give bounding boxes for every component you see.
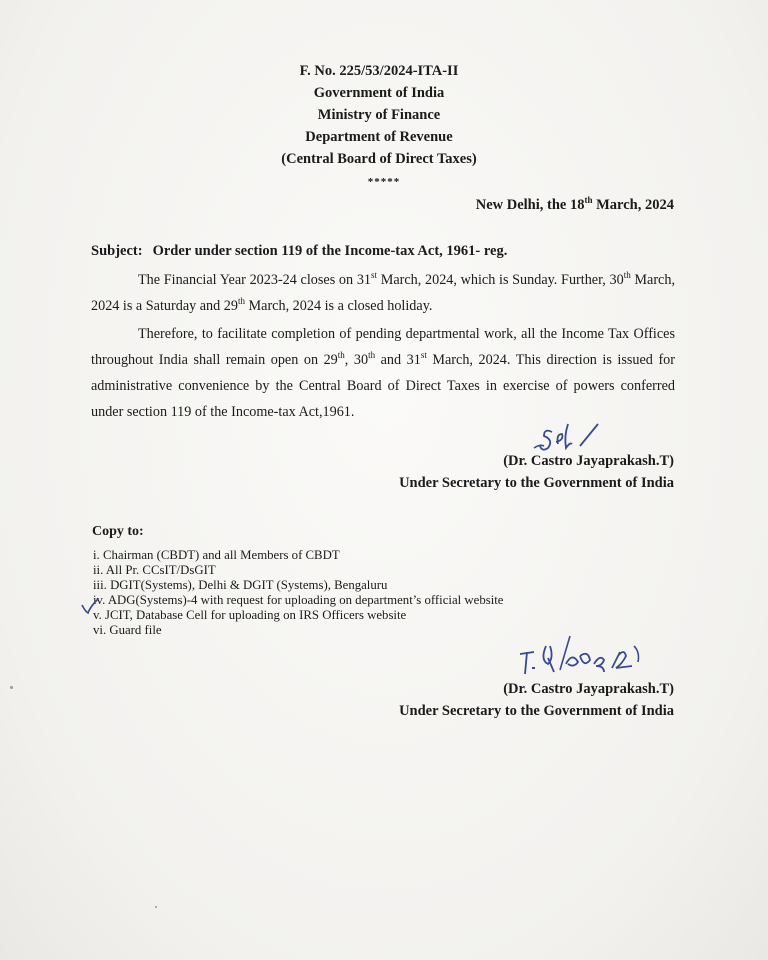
p2-text-c: and 31 <box>375 352 421 368</box>
p1-text-c: March, 2024 is a Saturday and 29 <box>91 272 675 314</box>
p2-sup-c: st <box>420 350 427 360</box>
p1-text-b: March, 2024, which is Sunday. Further, 30 <box>377 272 624 288</box>
paragraph-2 <box>91 321 675 425</box>
government-line: Government of India <box>313 85 445 101</box>
signatory-designation: Under Secretary to the Government of India <box>399 703 674 719</box>
signatory-name: (Dr. Castro Jayaprakash.T) <box>503 681 674 697</box>
copy-item: iii. DGIT(Systems), Delhi & DGIT (Systems), Bengaluru <box>93 578 388 592</box>
p1-sup-c: th <box>237 296 245 306</box>
signature-block-1 <box>399 450 674 494</box>
copy-to-list <box>93 548 504 638</box>
paper-speck <box>155 906 157 908</box>
p2-sup-b: th <box>368 350 376 360</box>
p2-text-d: March, 2024. This direction is issued for administrative convenience by the Central Board of Direct Taxes in exercise of powers conferred under section 119 of the Income-tax Act,1961. <box>91 352 675 420</box>
copy-item: vi. Guard file <box>93 623 162 637</box>
p1-text-a: The Financial Year 2023-24 closes on 31 <box>138 272 372 288</box>
copy-item: v. JCIT, Database Cell for uploading on IRS Officers website <box>93 608 407 622</box>
copy-item: ii. All Pr. CCsIT/DsGIT <box>93 563 216 577</box>
letter-date <box>476 197 674 214</box>
subject-line <box>91 243 507 260</box>
ministry-line: Ministry of Finance <box>317 107 441 123</box>
copy-item: iv. ADG(Systems)-4 with request for uploading on department’s official website <box>93 593 504 607</box>
copy-item: i. Chairman (CBDT) and all Members of CBDT <box>93 548 340 562</box>
signatory-designation: Under Secretary to the Government of India <box>399 475 674 491</box>
department-line: Department of Revenue <box>305 129 453 145</box>
paragraph-1 <box>91 267 675 319</box>
p1-sup-a: st <box>371 270 378 280</box>
date-sup: th <box>584 195 593 205</box>
handwritten-tick-mark <box>80 597 102 617</box>
subject-text: Order under section 119 of the Income-tax Act, 1961- reg. <box>152 243 508 259</box>
p2-sup-a: th <box>337 350 345 360</box>
paper-speck <box>10 686 13 689</box>
p1-sup-b: th <box>623 270 631 280</box>
copy-to-label: Copy to: <box>92 524 144 539</box>
file-number: F. No. 225/53/2024-ITA-II <box>299 63 459 79</box>
date-suffix: March, 2024 <box>592 197 674 213</box>
signature-block-2 <box>399 678 674 722</box>
date-prefix: New Delhi, the 18 <box>475 197 585 213</box>
p2-text-a: Therefore, to facilitate completion of pending departmental work, all the Income Tax Offices throughout India shall remain open on 29 <box>91 326 675 368</box>
subject-label: Subject: <box>91 243 143 259</box>
board-line: (Central Board of Direct Taxes) <box>281 151 477 167</box>
signatory-name: (Dr. Castro Jayaprakash.T) <box>503 453 674 469</box>
handwritten-initials-date <box>512 628 647 684</box>
p1-text-d: March, 2024 is a closed holiday. <box>245 298 433 314</box>
separator: ***** <box>367 176 401 188</box>
p2-text-b: , 30 <box>344 352 369 368</box>
letter-header <box>0 60 768 170</box>
